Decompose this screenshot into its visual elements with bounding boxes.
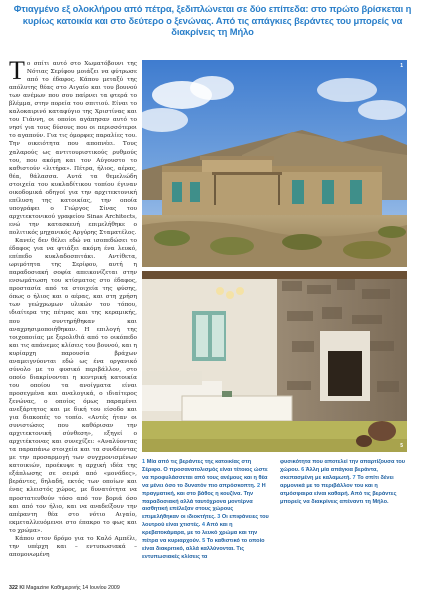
magazine-issue: Magazine Καθημερινής 14 Ιουνίου 2009 [26,585,120,591]
photo-captions-right [280,459,408,506]
photo-captions-left [142,459,270,562]
caption-6-number: 6 [301,466,305,473]
house-exterior-photo [142,60,407,267]
magazine-brand: ΚΙ [19,585,25,591]
article-paragraph-2: Κανείς δεν θέλει εδώ να ισοπεδώσει το έδαφος για να φτιάξει ακόμη ένα λευκό, επίπεδο κυκλαδοσπιτάκι. Αντίθετα, ωριμότητα της Σερίφου, αυτή η παραδοσιακή σοφία απεικονίζεται στην ενσωμάτωση του κτίσματος στο έδαφος, προστασία από τα στοιχεία της φύσης, όπως ο ήλιος και ο αέρας, και στη χρήση των γεώχρωμων υλικών του τόπου, ιδιαίτερα της πέτρας και της κεραμικής, που συντηρήθηκαν και αναχρησιμοποιήθηκαν. Η επιλογή της τοιχοποιίας με ξερολιθιά από το οικόπεδο και τις απάνεμες κλίσεις του βουνού, και η κυρίαρχη παρουσία βράχων αναμειγνύονται εδώ ως ένα οργανικό σύνολο με το φυσικό περιβάλλον, στο οποίο διακρίνονται η κεντρική κατοικία του οποίου τα ανοίγματα είναι προσεγμένα και αναλογικά, ο ιδιαίτερος ξενώνας, ο οποίος όμως παραμένει ανεξάρτητος και με δική του είσοδο και για διακοπές το τοπίο. «Αυτές ήταν οι συνιστώσες που καθόρισαν την αρχιτεκτονική σύνθεση», εξηγεί ο αρχιτέκτονας και συνεχίζει: «Αναλύοντας τα παραπάνω στοιχεία και τα συνδέοντας με την προσαρμογή των συγχρονισμένων κατοικιών, προέκυψε η αρχική ιδέα της εξάπλωσης σε σειρά από «μονάδες», βεράντες, δηλαδή, εκτός των οποίων και ένας κλειστός χώρος, με δυνατότητα να προστατευθούν τόσο από τον βοριά όσο και από τον ήλιο, και να αναδείξουν την απέραντη θέα στο νότιο Αιγαίο, εκμεταλλευόμενοι στο έπακρο το φως και το χρώμα». [9,238,137,534]
caption-5-text: Το καθιστικό το οποίο είναι διακριτικό, αλλά καλλύνονται. Τις εντυπωσιακές κλίσεις τα [142,538,265,560]
article-headline: Φτιαγμένο εξ ολοκλήρου από πέτρα, ξεδιπλώνεται σε δύο επίπεδα: στο πρώτο βρίσκεται η κυρίως κατοικία και στο δεύτερο ο ξενώνας. Από τις απάγκιες βεράντες του μπορείς να διακρίνεις τη Μήλο [13,3,412,38]
caption-5-number: 5 [202,538,206,545]
article-body [9,60,137,580]
photo-number: 5 [400,443,403,449]
living-room-photo [142,271,407,452]
article-paragraph-3: Κάπου στον δρόμο για το Καλό Αμπέλι, την υπέρχη και – εντυπωσιακά – απομονωμένη [9,535,137,558]
page-footer [9,585,120,591]
caption-1-number: 1 [142,459,146,465]
caption-3-number: 3 [217,514,221,521]
article-paragraph-1 [9,60,137,237]
paragraph-1-text: ο σπίτι αυτό στο Χωματόβουνι της Νότιας Σερίφου μοιάζει να φύτρωσε από το έδαφος. Κάπου μεταξύ της απόλυτης θέας στο Αιγαίο και του βουνού των ανέμων που σου παίρνει τα φτερά το βλέμμα, στην πορεία του σπιτιού. Είναι το καλοκαιρινό καταφύγιο της Χριστίνας και του Γιάννη, οι οποίοι αγάπησαν αυτό το νησί για τους δύσους που οι περισσότεροι το αγαπούν. Για τις όμορφες παραλίες του. Την οικειότητα που αποπνέει. Τους χαλαρούς ως αντιτουριστικούς ρυθμούς του, που ακόμη και τον Αύγουστο το καθιστούν «λιτήρα». Πέτρα, ήλιος, αέρας, θέα, θάλασσα. Αυτά τα θεμελιώδη στοιχεία του κυκλαδίτικου τοπίου έγιναν οικοδομικά οδηγοί για την αρχιτεκτονική επίλυση της κατοικίας, την οποία υπογράφει ο Γιώργος Σίνας του αρχιτεκτονικού γραφείου Sinas Architects, ενώ την κατασκευή επιμελήθηκε ο πολιτικός μηχανικός Αργύρης Σταματέλος. [9,61,137,236]
drop-cap: Τ [9,60,25,85]
caption-7-text: Το σπίτι δένει αρμονικά με το περιβάλλον του και η ατμόσφαιρα είναι καθαρή. Από τις βεράντες μπορείς να διακρίνεις απέναντι τη Μήλο. [280,474,397,505]
caption-6-text: Άλλη μία απάγκια βεράντα, σκεπασμένη με καλαμωτή. [280,466,378,481]
caption-4-number: 4 [201,522,206,529]
caption-1-text: Μία από τις βεράντες της κατοικίας στη Σέριφο. Ο προσανατολισμός είναι τέτοιος ώστε να προφυλάσσεται από τους ανέμους και η θέα να μένει όσο το δυνατόν πιο απρόσκοπτη. [142,459,268,489]
caption-5-continued: φυσικότητα που αποτελεί την απαρτίζουσα του χώρου. [280,459,405,473]
caption-2-number: 2 [256,482,261,489]
page-number: 322 [9,585,18,591]
caption-3-text: Οι επιφάνειες του λουτρού είναι χτιστές. [142,514,269,529]
caption-2-text: Η πραγματική, και στο βάθος η κουζίνα. Την παραδοσιακή αλλά ταυτόχρονα μοντέρνα αισθητική επέλεξαν στους χώρους επιμελήθηκαν οι ιδιοκτήτες. [142,482,266,521]
caption-4-text: Από και η κρεβατοκάμαρα, με το λευκό χρώμα και την πέτρα να κυριαρχούν. [142,522,258,545]
photo-number: 1 [400,63,403,69]
caption-7-number: 7 [352,474,356,481]
